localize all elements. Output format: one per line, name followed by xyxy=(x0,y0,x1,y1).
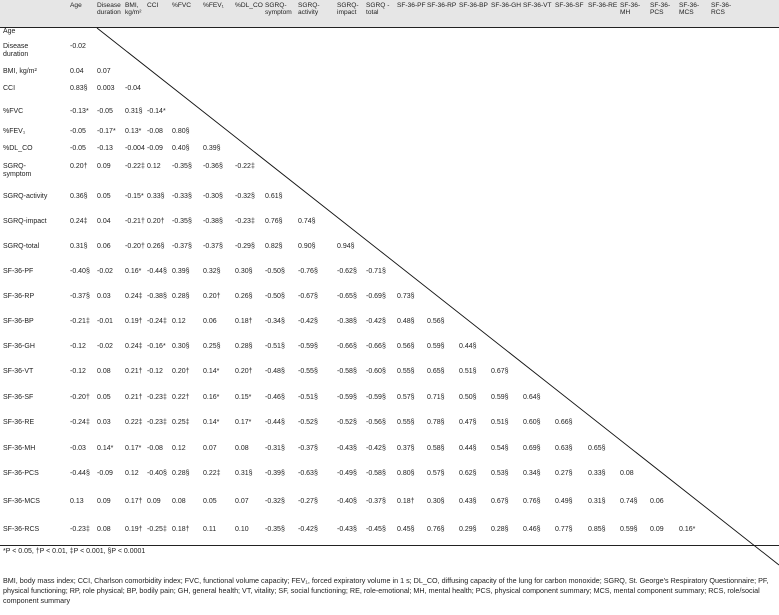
table-cell: -0.38§ xyxy=(203,218,223,225)
table-cell: 0.66§ xyxy=(555,419,573,426)
table-cell: 0.59§ xyxy=(620,526,638,533)
table-cell: -0.43§ xyxy=(337,526,357,533)
table-cell: 0.76§ xyxy=(265,218,283,225)
table-cell: 0.12 xyxy=(172,318,186,325)
table-cell: 0.21† xyxy=(125,394,143,401)
table-cell: 0.33§ xyxy=(588,470,606,477)
table-cell: 0.65§ xyxy=(427,368,445,375)
table-cell: 0.26§ xyxy=(147,243,165,250)
table-cell: 0.07 xyxy=(203,445,217,452)
table-cell: 0.76§ xyxy=(427,526,445,533)
column-header: SF-36-PF xyxy=(397,2,426,9)
column-header: %FVC xyxy=(172,2,192,9)
table-cell: 0.14* xyxy=(203,368,220,375)
row-label: SF-36-BP xyxy=(3,318,34,325)
table-cell: 0.20† xyxy=(147,218,165,225)
abbreviations-note: BMI, body mass index; CCI, Charlson comorbidity index; FVC, functional volume capacity; FEV₁, forced expiratory volume in 1 s; DL_CO, diffusing capacity of the lung for carbon monoxide; SGRQ, St. George's Respiratory Questionnaire; PF, physical functioning; RP, role physical; BP, bodily pain; GH, general health; VT, vitality; SF, social functioning; RE, role-emotional; MH, mental health; PCS, physical component summary; MCS, mental component summary; RCS, role/social component summary xyxy=(3,576,769,605)
table-cell: -0.66§ xyxy=(366,343,386,350)
table-cell: -0.14* xyxy=(147,108,166,115)
table-cell: 0.57§ xyxy=(427,470,445,477)
table-cell: 0.17* xyxy=(235,419,252,426)
table-cell: -0.69§ xyxy=(366,293,386,300)
table-cell: -0.40§ xyxy=(337,498,357,505)
table-cell: 0.14* xyxy=(97,445,114,452)
column-header: SF-36-SF xyxy=(555,2,584,9)
table-cell: -0.59§ xyxy=(298,343,318,350)
table-cell: -0.004 xyxy=(125,145,145,152)
table-cell: -0.20† xyxy=(125,243,145,250)
column-header: SF-36-BP xyxy=(459,2,488,9)
table-cell: 0.04 xyxy=(97,218,111,225)
row-label: %FEV₁ xyxy=(3,128,26,135)
table-cell: 0.12 xyxy=(147,163,161,170)
table-cell: -0.40§ xyxy=(147,470,167,477)
table-cell: 0.80§ xyxy=(172,128,190,135)
table-cell: 0.40§ xyxy=(172,145,190,152)
table-cell: -0.13 xyxy=(97,145,113,152)
column-header: Disease duration xyxy=(97,2,121,17)
table-cell: 0.94§ xyxy=(337,243,355,250)
table-cell: 0.03 xyxy=(97,419,111,426)
table-cell: 0.34§ xyxy=(523,470,541,477)
table-cell: 0.61§ xyxy=(265,193,283,200)
table-cell: -0.05 xyxy=(70,145,86,152)
table-cell: -0.58§ xyxy=(337,368,357,375)
table-cell: -0.46§ xyxy=(265,394,285,401)
table-cell: -0.22‡ xyxy=(125,163,145,170)
table-cell: 0.24‡ xyxy=(70,218,88,225)
table-cell: 0.07 xyxy=(97,68,111,75)
row-label: %DL_CO xyxy=(3,145,33,152)
table-cell: -0.44§ xyxy=(265,419,285,426)
table-cell: -0.09 xyxy=(147,145,163,152)
table-cell: 0.29§ xyxy=(459,526,477,533)
table-cell: -0.50§ xyxy=(265,268,285,275)
table-cell: -0.12 xyxy=(70,368,86,375)
table-cell: 0.46§ xyxy=(523,526,541,533)
table-cell: -0.51§ xyxy=(298,394,318,401)
table-cell: -0.23‡ xyxy=(147,394,167,401)
table-cell: 0.65§ xyxy=(588,445,606,452)
row-label: SF-36-PF xyxy=(3,268,34,275)
table-cell: -0.02 xyxy=(97,343,113,350)
table-cell: 0.62§ xyxy=(459,470,477,477)
column-header: SF-36-MCS xyxy=(679,2,700,17)
table-cell: 0.55§ xyxy=(397,368,415,375)
table-cell: 0.31§ xyxy=(235,470,253,477)
table-cell: 0.20† xyxy=(172,368,190,375)
table-cell: -0.37§ xyxy=(366,498,386,505)
table-cell: 0.18† xyxy=(397,498,415,505)
table-cell: 0.43§ xyxy=(459,498,477,505)
table-cell: -0.20† xyxy=(70,394,90,401)
table-cell: -0.48§ xyxy=(265,368,285,375)
table-cell: -0.03 xyxy=(70,445,86,452)
table-cell: 0.09 xyxy=(97,498,111,505)
table-cell: -0.65§ xyxy=(337,293,357,300)
column-header: %DL_CO xyxy=(235,2,263,9)
table-cell: 0.17† xyxy=(125,498,143,505)
table-cell: -0.08 xyxy=(147,445,163,452)
table-cell: 0.51§ xyxy=(491,419,509,426)
table-cell: 0.20† xyxy=(203,293,221,300)
table-cell: 0.31§ xyxy=(70,243,88,250)
table-cell: 0.03 xyxy=(97,293,111,300)
significance-note: *P < 0.05, †P < 0.01, ‡P < 0.001, §P < 0.0001 xyxy=(3,548,146,555)
table-cell: 0.53§ xyxy=(491,470,509,477)
table-cell: 0.33§ xyxy=(147,193,165,200)
table-cell: 0.09 xyxy=(650,526,664,533)
table-cell: -0.32§ xyxy=(265,498,285,505)
row-label: %FVC xyxy=(3,108,24,115)
table-cell: 0.30§ xyxy=(235,268,253,275)
table-cell: 0.04 xyxy=(70,68,84,75)
table-cell: 0.77§ xyxy=(555,526,573,533)
table-cell: -0.09 xyxy=(97,470,113,477)
table-cell: -0.16* xyxy=(147,343,166,350)
column-header: SF-36-VT xyxy=(523,2,552,9)
table-cell: 0.71§ xyxy=(427,394,445,401)
table-cell: -0.60§ xyxy=(366,368,386,375)
table-cell: -0.44§ xyxy=(70,470,90,477)
row-label: SF-36-PCS xyxy=(3,470,39,477)
row-label: SF-36-VT xyxy=(3,368,34,375)
table-cell: 0.85§ xyxy=(588,526,606,533)
table-cell: -0.21‡ xyxy=(70,318,90,325)
table-cell: 0.08 xyxy=(97,368,111,375)
table-cell: 0.25‡ xyxy=(172,419,190,426)
table-cell: 0.20† xyxy=(70,163,88,170)
table-cell: 0.06 xyxy=(203,318,217,325)
table-cell: 0.47§ xyxy=(459,419,477,426)
table-cell: 0.69§ xyxy=(523,445,541,452)
table-cell: 0.90§ xyxy=(298,243,316,250)
table-cell: 0.26§ xyxy=(235,293,253,300)
table-cell: 0.11 xyxy=(203,526,217,533)
table-cell: -0.08 xyxy=(147,128,163,135)
table-cell: -0.43§ xyxy=(337,445,357,452)
table-cell: -0.63§ xyxy=(298,470,318,477)
table-cell: -0.37§ xyxy=(298,445,318,452)
table-cell: -0.37§ xyxy=(172,243,192,250)
table-cell: -0.35§ xyxy=(265,526,285,533)
table-cell: 0.39§ xyxy=(203,145,221,152)
table-cell: 0.12 xyxy=(172,445,186,452)
table-cell: 0.60§ xyxy=(523,419,541,426)
column-header: SF-36-GH xyxy=(491,2,522,9)
table-cell: -0.49§ xyxy=(337,470,357,477)
table-cell: 0.18† xyxy=(172,526,190,533)
table-cell: 0.24‡ xyxy=(125,293,143,300)
table-cell: -0.29§ xyxy=(235,243,255,250)
table-cell: -0.36§ xyxy=(203,163,223,170)
table-cell: 0.08 xyxy=(97,526,111,533)
table-cell: -0.37§ xyxy=(203,243,223,250)
table-cell: -0.33§ xyxy=(172,193,192,200)
table-cell: -0.22‡ xyxy=(235,163,255,170)
table-cell: -0.34§ xyxy=(265,318,285,325)
table-cell: -0.17* xyxy=(97,128,116,135)
table-cell: 0.16* xyxy=(203,394,220,401)
table-cell: -0.21† xyxy=(125,218,145,225)
table-cell: -0.25‡ xyxy=(147,526,167,533)
table-cell: -0.30§ xyxy=(203,193,223,200)
table-cell: -0.35§ xyxy=(172,218,192,225)
table-cell: 0.09 xyxy=(147,498,161,505)
row-label: BMI, kg/m² xyxy=(3,68,37,75)
table-cell: 0.51§ xyxy=(459,368,477,375)
table-cell: 0.07 xyxy=(235,498,249,505)
table-cell: 0.31§ xyxy=(125,108,143,115)
column-header: BMI, kg/m² xyxy=(125,2,142,17)
column-header: SF-36-PCS xyxy=(650,2,671,17)
table-cell: 0.45§ xyxy=(397,526,415,533)
table-cell: -0.59§ xyxy=(366,394,386,401)
table-cell: -0.42§ xyxy=(366,318,386,325)
table-cell: -0.15* xyxy=(125,193,144,200)
table-cell: 0.76§ xyxy=(523,498,541,505)
table-cell: 0.74§ xyxy=(298,218,316,225)
row-label: SF-36-GH xyxy=(3,343,35,350)
table-cell: 0.19† xyxy=(125,526,143,533)
table-cell: -0.42§ xyxy=(298,318,318,325)
table-cell: 0.003 xyxy=(97,85,115,92)
table-cell: -0.67§ xyxy=(298,293,318,300)
table-cell: 0.22‡ xyxy=(203,470,221,477)
table-cell: 0.27§ xyxy=(555,470,573,477)
table-cell: 0.18† xyxy=(235,318,253,325)
table-cell: -0.35§ xyxy=(172,163,192,170)
row-label: SF-36-RP xyxy=(3,293,35,300)
table-cell: 0.44§ xyxy=(459,343,477,350)
table-cell: -0.02 xyxy=(97,268,113,275)
column-header: SF-36-RE xyxy=(588,2,618,9)
table-cell: -0.12 xyxy=(147,368,163,375)
table-cell: 0.25§ xyxy=(203,343,221,350)
table-cell: -0.05 xyxy=(70,128,86,135)
table-cell: 0.06 xyxy=(650,498,664,505)
table-cell: 0.09 xyxy=(97,163,111,170)
table-cell: -0.44§ xyxy=(147,268,167,275)
table-cell: 0.37§ xyxy=(397,445,415,452)
table-cell: -0.23‡ xyxy=(235,218,255,225)
row-label: SGRQ-activity xyxy=(3,193,48,200)
table-cell: 0.05 xyxy=(97,394,111,401)
table-cell: 0.55§ xyxy=(397,419,415,426)
table-cell: 0.36§ xyxy=(70,193,88,200)
table-cell: 0.06 xyxy=(97,243,111,250)
table-cell: -0.31§ xyxy=(265,445,285,452)
table-cell: -0.45§ xyxy=(366,526,386,533)
table-cell: 0.50§ xyxy=(459,394,477,401)
row-label: CCI xyxy=(3,85,16,92)
table-cell: 0.22‡ xyxy=(125,419,143,426)
table-cell: 0.59§ xyxy=(491,394,509,401)
row-label: SGRQ-symptom xyxy=(3,163,32,178)
table-cell: -0.24‡ xyxy=(147,318,167,325)
table-cell: -0.37§ xyxy=(70,293,90,300)
table-cell: -0.51§ xyxy=(265,343,285,350)
row-label: SGRQ-impact xyxy=(3,218,47,225)
table-cell: 0.48§ xyxy=(397,318,415,325)
table-cell: -0.05 xyxy=(97,108,113,115)
table-cell: -0.32§ xyxy=(235,193,255,200)
table-cell: 0.80§ xyxy=(397,470,415,477)
table-cell: 0.22† xyxy=(172,394,190,401)
table-cell: 0.05 xyxy=(97,193,111,200)
table-cell: -0.76§ xyxy=(298,268,318,275)
table-cell: 0.57§ xyxy=(397,394,415,401)
table-cell: 0.64§ xyxy=(523,394,541,401)
table-cell: -0.40§ xyxy=(70,268,90,275)
table-cell: -0.23‡ xyxy=(147,419,167,426)
table-cell: -0.12 xyxy=(70,343,86,350)
table-cell: 0.73§ xyxy=(397,293,415,300)
table-cell: 0.28§ xyxy=(172,470,190,477)
table-cell: -0.50§ xyxy=(265,293,285,300)
column-header: SGRQ-impact xyxy=(337,2,359,17)
row-label: Age xyxy=(3,28,16,35)
table-cell: -0.52§ xyxy=(337,419,357,426)
table-cell: 0.10 xyxy=(235,526,249,533)
table-cell: -0.62§ xyxy=(337,268,357,275)
table-cell: 0.63§ xyxy=(555,445,573,452)
table-cell: 0.08 xyxy=(620,470,634,477)
table-cell: -0.66§ xyxy=(337,343,357,350)
table-cell: 0.28§ xyxy=(491,526,509,533)
table-cell: 0.54§ xyxy=(491,445,509,452)
table-cell: 0.82§ xyxy=(265,243,283,250)
table-cell: -0.42§ xyxy=(298,526,318,533)
row-label: SF-36-SF xyxy=(3,394,34,401)
table-cell: -0.01 xyxy=(97,318,113,325)
table-cell: 0.19† xyxy=(125,318,143,325)
table-cell: 0.56§ xyxy=(427,318,445,325)
column-header: SF-36-RP xyxy=(427,2,457,9)
table-cell: -0.38§ xyxy=(337,318,357,325)
table-cell: -0.58§ xyxy=(366,470,386,477)
table-cell: -0.02 xyxy=(70,43,86,50)
table-cell: 0.16* xyxy=(679,526,696,533)
column-header: %FEV₁ xyxy=(203,2,224,9)
table-cell: -0.38§ xyxy=(147,293,167,300)
row-label: SF-36-MCS xyxy=(3,498,40,505)
column-header: SF-36-RCS xyxy=(711,2,732,17)
table-cell: -0.56§ xyxy=(366,419,386,426)
table-cell: 0.30§ xyxy=(172,343,190,350)
table-cell: -0.71§ xyxy=(366,268,386,275)
table-cell: 0.12 xyxy=(125,470,139,477)
table-cell: 0.21† xyxy=(125,368,143,375)
table-cell: -0.39§ xyxy=(265,470,285,477)
row-label: SGRQ-total xyxy=(3,243,40,250)
table-cell: -0.23‡ xyxy=(70,526,90,533)
column-header: Age xyxy=(70,2,82,9)
table-cell: 0.28§ xyxy=(172,293,190,300)
table-cell: 0.13 xyxy=(70,498,84,505)
table-cell: 0.20† xyxy=(235,368,253,375)
table-cell: 0.78§ xyxy=(427,419,445,426)
table-cell: 0.15* xyxy=(235,394,252,401)
row-label: SF-36-MH xyxy=(3,445,36,452)
table-cell: 0.24‡ xyxy=(125,343,143,350)
table-cell: -0.13* xyxy=(70,108,89,115)
table-cell: 0.83§ xyxy=(70,85,88,92)
table-cell: 0.49§ xyxy=(555,498,573,505)
table-cell: 0.59§ xyxy=(427,343,445,350)
table-cell: 0.74§ xyxy=(620,498,638,505)
column-header: SGRQ-symptom xyxy=(265,2,292,17)
table-cell: -0.24‡ xyxy=(70,419,90,426)
table-cell: 0.58§ xyxy=(427,445,445,452)
column-header: SF-36-MH xyxy=(620,2,641,17)
table-cell: 0.67§ xyxy=(491,498,509,505)
table-cell: 0.08 xyxy=(172,498,186,505)
table-cell: -0.55§ xyxy=(298,368,318,375)
column-header: CCI xyxy=(147,2,159,9)
table-cell: 0.39§ xyxy=(172,268,190,275)
row-label: Disease duration xyxy=(3,43,29,58)
table-cell: 0.05 xyxy=(203,498,217,505)
table-cell: 0.28§ xyxy=(235,343,253,350)
table-cell: -0.42§ xyxy=(366,445,386,452)
column-header: SGRQ-activity xyxy=(298,2,320,17)
table-cell: -0.59§ xyxy=(337,394,357,401)
table-cell: 0.14* xyxy=(203,419,220,426)
table-cell: 0.31§ xyxy=(588,498,606,505)
table-cell: 0.08 xyxy=(235,445,249,452)
table-cell: 0.30§ xyxy=(427,498,445,505)
table-cell: -0.27§ xyxy=(298,498,318,505)
table-cell: 0.56§ xyxy=(397,343,415,350)
table-cell: 0.67§ xyxy=(491,368,509,375)
table-cell: -0.04 xyxy=(125,85,141,92)
row-label: SF-36-RE xyxy=(3,419,35,426)
table-cell: 0.13* xyxy=(125,128,142,135)
table-cell: 0.16* xyxy=(125,268,142,275)
table-cell: 0.44§ xyxy=(459,445,477,452)
column-header: SGRQ -total xyxy=(366,2,390,17)
row-label: SF-36-RCS xyxy=(3,526,40,533)
table-cell: -0.52§ xyxy=(298,419,318,426)
table-cell: 0.32§ xyxy=(203,268,221,275)
table-cell: 0.17* xyxy=(125,445,142,452)
